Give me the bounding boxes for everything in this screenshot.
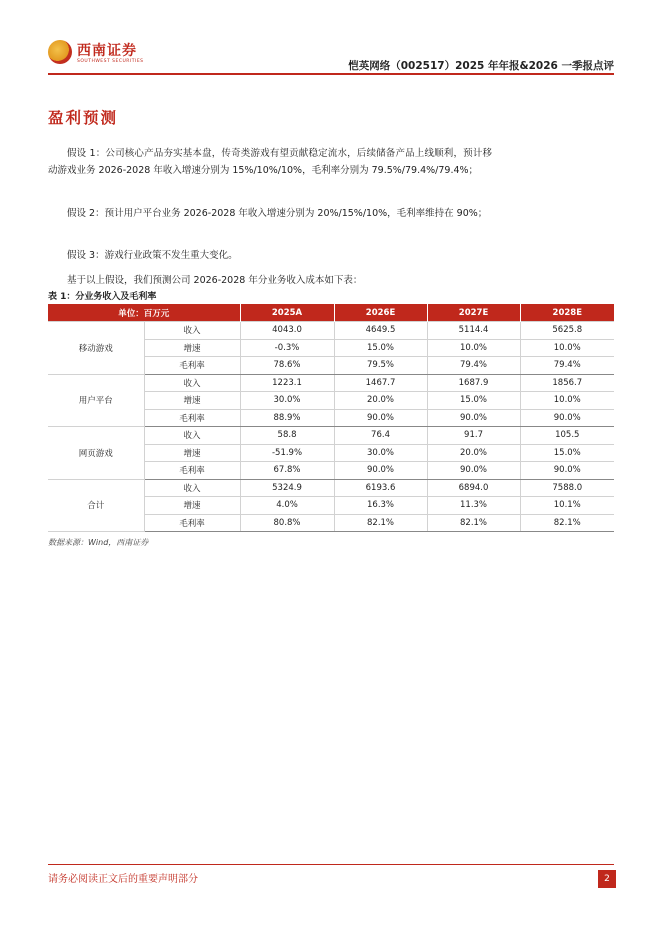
table-group-label: 合计: [48, 479, 144, 532]
table-cell: 15.0%: [427, 392, 520, 410]
page-number: 2: [598, 870, 616, 888]
table-cell: 90.0%: [520, 462, 614, 480]
table-cell: 4.0%: [240, 497, 334, 515]
table-cell: 1467.7: [334, 374, 427, 392]
table-cell: 7588.0: [520, 479, 614, 497]
table-cell: 20.0%: [334, 392, 427, 410]
table-group-label: 移动游戏: [48, 322, 144, 375]
table-metric-label: 毛利率: [144, 357, 240, 375]
table-cell: 90.0%: [520, 409, 614, 427]
table-cell: 5114.4: [427, 322, 520, 340]
table-cell: 30.0%: [240, 392, 334, 410]
table-metric-label: 收入: [144, 427, 240, 445]
table-year-header: 2027E: [427, 304, 520, 322]
table-metric-label: 毛利率: [144, 409, 240, 427]
paragraph-assumption-3: 假设 3：游戏行业政策不发生重大变化。: [67, 249, 238, 261]
table-cell: 78.6%: [240, 357, 334, 375]
footer-disclaimer-note: 请务必阅读正文后的重要声明部分: [48, 874, 198, 885]
table-metric-label: 增速: [144, 392, 240, 410]
table-cell: 11.3%: [427, 497, 520, 515]
table-header-row: [48, 304, 614, 322]
footer-divider: [48, 864, 614, 865]
revenue-table: [48, 304, 614, 532]
table-cell: 30.0%: [334, 444, 427, 462]
table-cell: 5625.8: [520, 322, 614, 340]
table-cell: 20.0%: [427, 444, 520, 462]
table-cell: -0.3%: [240, 339, 334, 357]
table-metric-label: 增速: [144, 339, 240, 357]
logo-emblem-icon: [48, 40, 72, 64]
table-cell: 79.4%: [427, 357, 520, 375]
table-cell: 90.0%: [427, 462, 520, 480]
table-group-label: 用户平台: [48, 374, 144, 427]
table-metric-label: 收入: [144, 374, 240, 392]
table-cell: 5324.9: [240, 479, 334, 497]
table-group-label: 网页游戏: [48, 427, 144, 480]
table-metric-label: 毛利率: [144, 462, 240, 480]
table-cell: 90.0%: [334, 462, 427, 480]
table-metric-label: 毛利率: [144, 514, 240, 532]
company-logo: [48, 38, 158, 68]
table-metric-label: 增速: [144, 497, 240, 515]
table-row: [48, 479, 614, 497]
table-year-header: 2026E: [334, 304, 427, 322]
table-cell: 76.4: [334, 427, 427, 445]
table-cell: 82.1%: [427, 514, 520, 532]
table-cell: 10.0%: [520, 392, 614, 410]
table-cell: 82.1%: [334, 514, 427, 532]
table-cell: 15.0%: [520, 444, 614, 462]
table-row: [48, 427, 614, 445]
table-source-note: 数据来源：Wind，西南证券: [48, 538, 149, 547]
table-cell: 10.1%: [520, 497, 614, 515]
table-cell: 79.5%: [334, 357, 427, 375]
table-cell: 6193.6: [334, 479, 427, 497]
table-year-header: 2028E: [520, 304, 614, 322]
table-metric-label: 收入: [144, 479, 240, 497]
paragraph-summary: 基于以上假设，我们预测公司 2026-2028 年分业务收入成本如下表：: [67, 274, 363, 286]
table-cell: 82.1%: [520, 514, 614, 532]
table-metric-label: 收入: [144, 322, 240, 340]
table-cell: 15.0%: [334, 339, 427, 357]
logo-text-en: SOUTHWEST SECURITIES: [77, 59, 144, 64]
table-row: [48, 374, 614, 392]
table-cell: 10.0%: [427, 339, 520, 357]
report-title: 恺英网络（002517）2025 年年报&2026 一季报点评: [348, 60, 614, 72]
table-cell: 4649.5: [334, 322, 427, 340]
table-cell: 105.5: [520, 427, 614, 445]
table-cell: 1223.1: [240, 374, 334, 392]
table-cell: 80.8%: [240, 514, 334, 532]
table-cell: 1687.9: [427, 374, 520, 392]
table-caption: 表 1：分业务收入及毛利率: [48, 292, 157, 302]
table-row: [48, 322, 614, 340]
table-year-header: 2025A: [240, 304, 334, 322]
table-cell: -51.9%: [240, 444, 334, 462]
table-cell: 67.8%: [240, 462, 334, 480]
table-unit-header: 单位：百万元: [48, 304, 240, 322]
table-cell: 10.0%: [520, 339, 614, 357]
table-cell: 88.9%: [240, 409, 334, 427]
table-cell: 16.3%: [334, 497, 427, 515]
logo-text-cn: 西南证券: [77, 43, 137, 59]
section-title: 盈利预测: [48, 108, 119, 127]
table-cell: 90.0%: [334, 409, 427, 427]
table-cell: 58.8: [240, 427, 334, 445]
paragraph-assumption-1: 假设 1：公司核心产品夯实基本盘，传奇类游戏有望贡献稳定流水，后续储备产品上线顺利，预计移动游戏业务 2026-2028 年收入增速分别为 15%/10%/10%，毛利率分别为 79.5%/79.4%/79.4%；: [48, 147, 492, 176]
table-cell: 1856.7: [520, 374, 614, 392]
table-cell: 79.4%: [520, 357, 614, 375]
table-cell: 91.7: [427, 427, 520, 445]
table-metric-label: 增速: [144, 444, 240, 462]
table-cell: 6894.0: [427, 479, 520, 497]
paragraph-assumption-2: 假设 2：预计用户平台业务 2026-2028 年收入增速分别为 20%/15%/10%，毛利率维持在 90%；: [67, 207, 488, 219]
table-cell: 90.0%: [427, 409, 520, 427]
header-divider: [48, 73, 614, 75]
table-cell: 4043.0: [240, 322, 334, 340]
